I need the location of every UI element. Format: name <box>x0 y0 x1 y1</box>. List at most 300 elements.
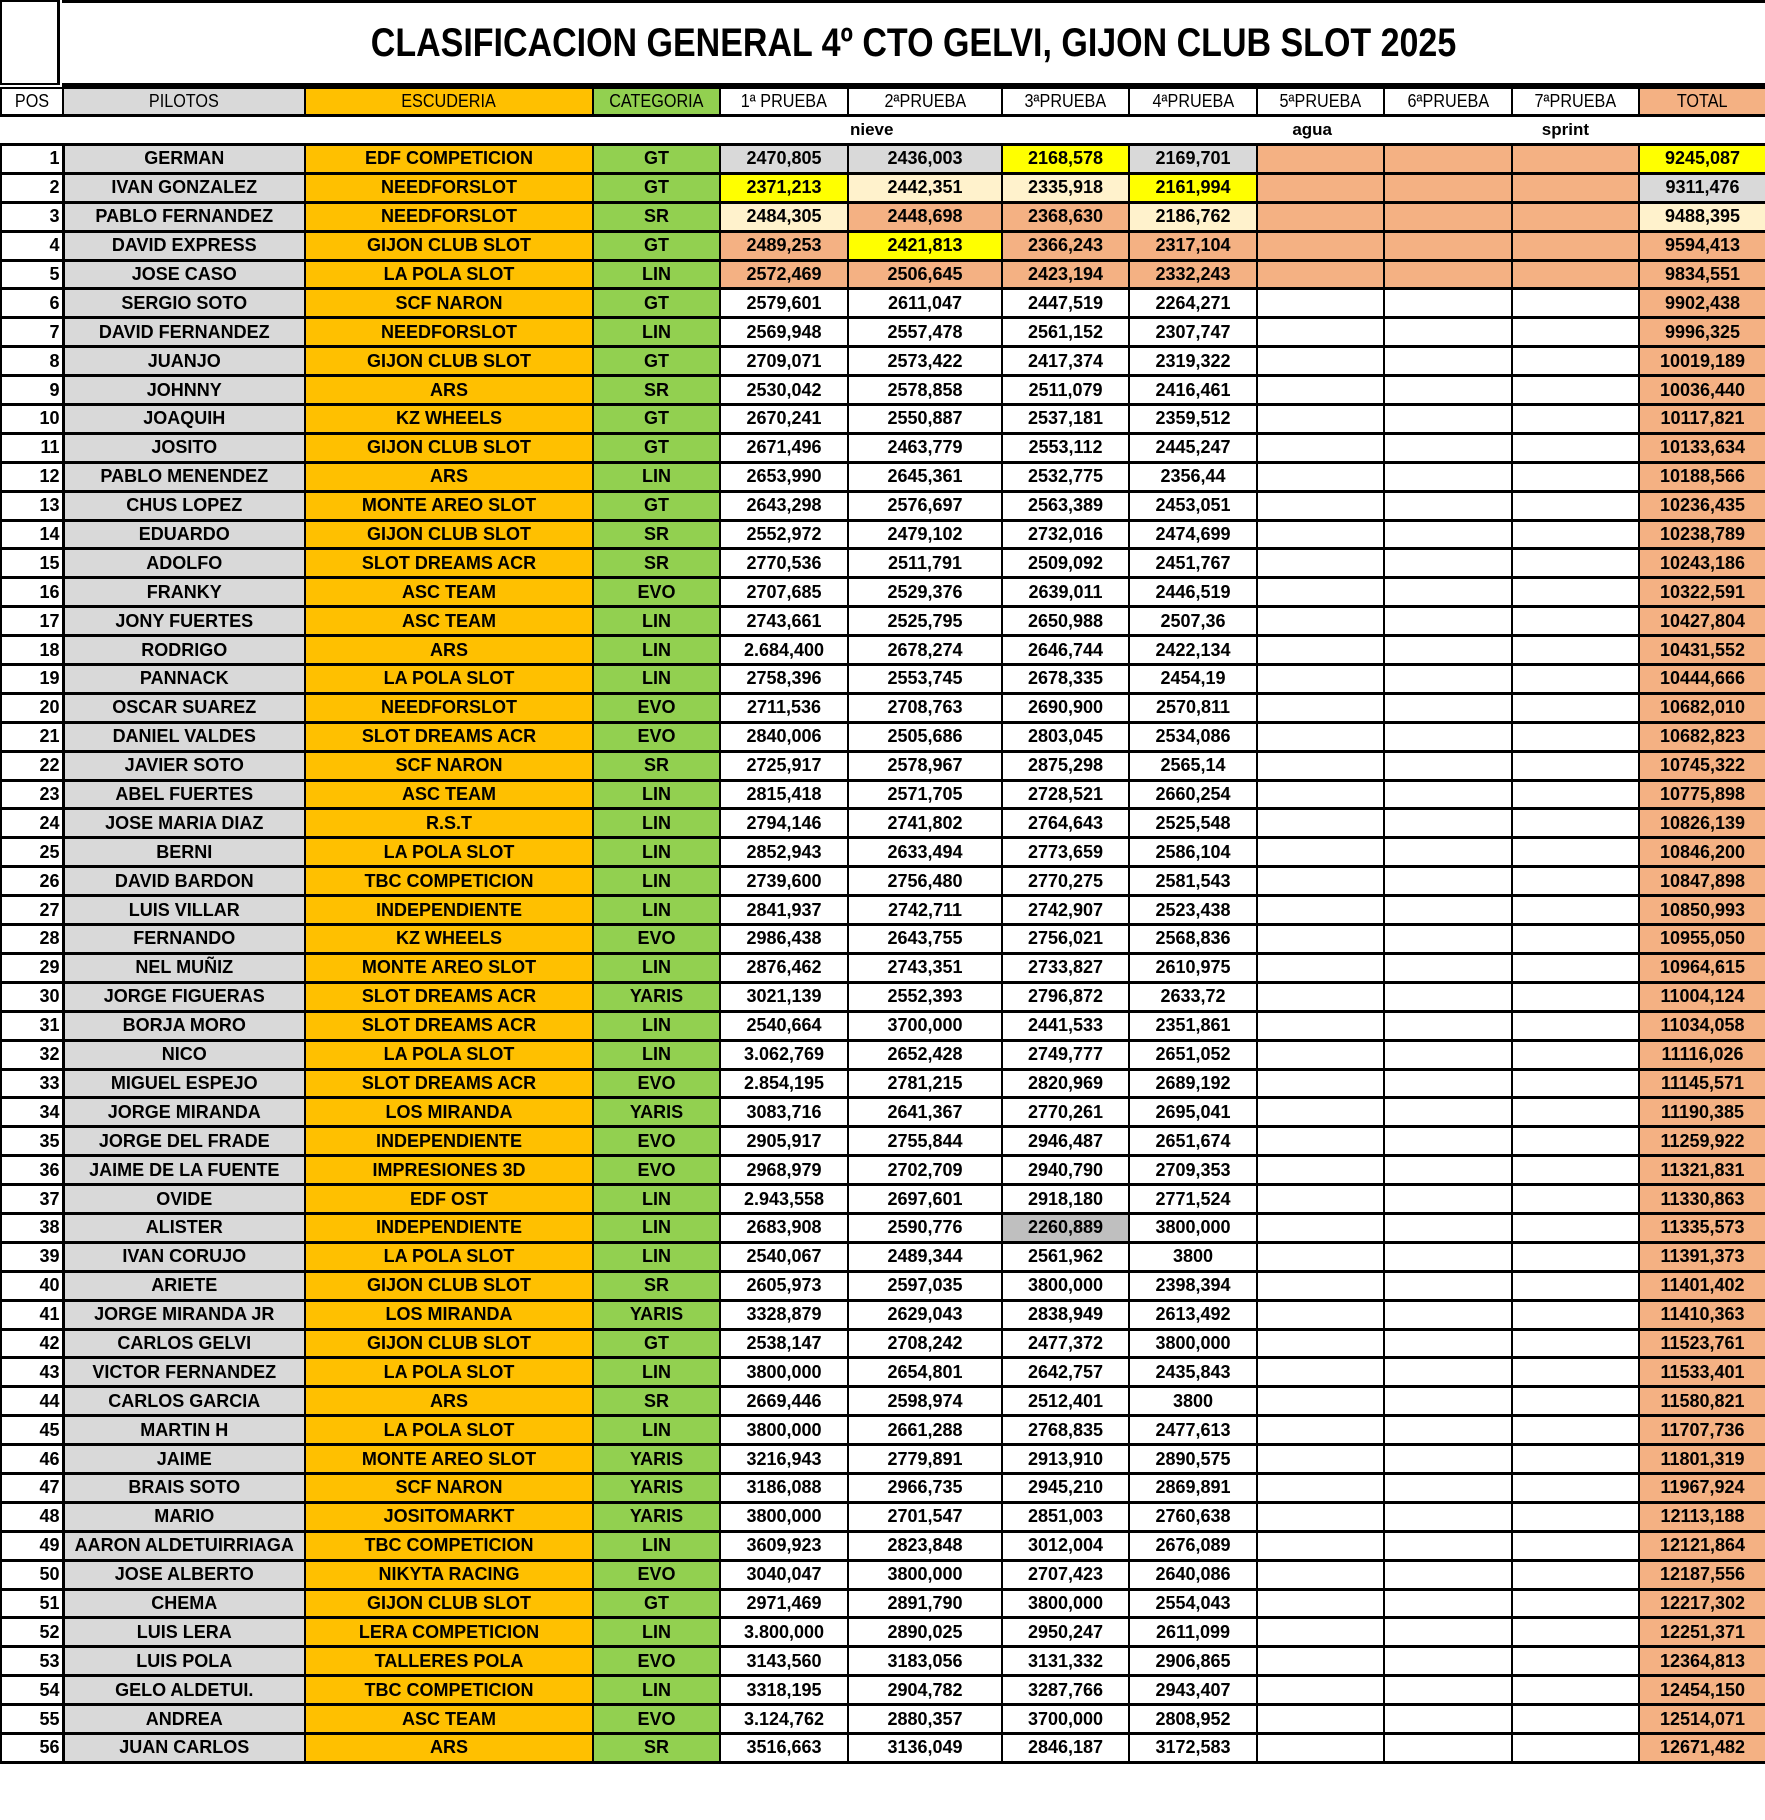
table-row <box>1 722 1765 751</box>
pos-cell: 11 <box>1 433 63 462</box>
prueba-4-cell: 2356,44 <box>1129 462 1257 491</box>
header-label: ESCUDERIA <box>401 91 497 111</box>
prueba-1-cell: 2.854,195 <box>720 1069 848 1098</box>
table-row <box>1 693 1765 722</box>
prueba-3-cell: 2764,643 <box>1002 809 1129 838</box>
prueba-7-cell <box>1512 1531 1639 1560</box>
prueba-1-cell: 2841,937 <box>720 896 848 925</box>
category-cell: LIN <box>593 1531 720 1560</box>
prueba-2-cell: 2479,102 <box>848 520 1002 549</box>
pilot-cell: EDUARDO <box>63 520 305 549</box>
team-cell: SLOT DREAMS ACR <box>305 722 593 751</box>
prueba-2-cell: 2643,755 <box>848 925 1002 954</box>
category-cell: LIN <box>593 318 720 347</box>
pilot-cell: JUANJO <box>63 347 305 376</box>
prueba-6-cell <box>1384 1098 1512 1127</box>
pos-cell: 47 <box>1 1473 63 1502</box>
prueba-4-cell: 2451,767 <box>1129 549 1257 578</box>
pos-cell: 28 <box>1 925 63 954</box>
prueba-7-cell <box>1512 145 1639 174</box>
total-cell: 12121,864 <box>1639 1531 1765 1560</box>
category-cell: LIN <box>593 462 720 491</box>
table-row <box>1 1531 1765 1560</box>
prueba-1-cell: 3609,923 <box>720 1531 848 1560</box>
prueba-2-cell: 2678,274 <box>848 636 1002 665</box>
prueba-1-cell: 2743,661 <box>720 607 848 636</box>
prueba-7-cell <box>1512 607 1639 636</box>
prueba-5-cell <box>1257 1416 1384 1445</box>
page-title-text: CLASIFICACION GENERAL 4º CTO GELVI, GIJON CLUB SLOT 2025 <box>370 20 1457 65</box>
category-cell: LIN <box>593 1618 720 1647</box>
prueba-1-cell: 3328,879 <box>720 1300 848 1329</box>
team-cell: SLOT DREAMS ACR <box>305 1069 593 1098</box>
prueba-1-cell: 3800,000 <box>720 1416 848 1445</box>
team-cell: ASC TEAM <box>305 1705 593 1734</box>
total-cell: 11259,922 <box>1639 1127 1765 1156</box>
team-cell: LA POLA SLOT <box>305 1416 593 1445</box>
prueba-7-cell <box>1512 289 1639 318</box>
pilot-cell: PANNACK <box>63 665 305 694</box>
pos-cell: 8 <box>1 347 63 376</box>
team-cell: NEEDFORSLOT <box>305 202 593 231</box>
prueba-3-cell: 2260,889 <box>1002 1213 1129 1242</box>
header-pilotos <box>63 88 305 116</box>
team-cell: TALLERES POLA <box>305 1647 593 1676</box>
pilot-cell: JOAQUIH <box>63 405 305 434</box>
prueba-2-cell: 2661,288 <box>848 1416 1002 1445</box>
prueba-5-cell <box>1257 722 1384 751</box>
prueba-4-cell: 2695,041 <box>1129 1098 1257 1127</box>
category-cell: GT <box>593 347 720 376</box>
prueba-4-cell: 2676,089 <box>1129 1531 1257 1560</box>
pos-cell: 3 <box>1 202 63 231</box>
table-row <box>1 462 1765 491</box>
pilot-cell: DAVID EXPRESS <box>63 231 305 260</box>
prueba-6-cell <box>1384 1473 1512 1502</box>
table-row <box>1 145 1765 174</box>
prueba-4-cell: 2416,461 <box>1129 376 1257 405</box>
prueba-3-cell: 2918,180 <box>1002 1185 1129 1214</box>
prueba-3-cell: 3012,004 <box>1002 1531 1129 1560</box>
total-cell: 11145,571 <box>1639 1069 1765 1098</box>
prueba-4-cell: 2319,322 <box>1129 347 1257 376</box>
pos-cell: 41 <box>1 1300 63 1329</box>
prueba-1-cell: 2711,536 <box>720 693 848 722</box>
pos-cell: 13 <box>1 491 63 520</box>
prueba-7-cell <box>1512 636 1639 665</box>
prueba-4-cell: 2651,674 <box>1129 1127 1257 1156</box>
prueba-1-cell: 2986,438 <box>720 925 848 954</box>
table-row <box>1 1011 1765 1040</box>
prueba-1-cell: 2538,147 <box>720 1329 848 1358</box>
prueba-7-cell <box>1512 462 1639 491</box>
category-cell: SR <box>593 1387 720 1416</box>
table-row <box>1 405 1765 434</box>
prueba-7-cell <box>1512 867 1639 896</box>
total-cell: 11967,924 <box>1639 1473 1765 1502</box>
pos-cell: 35 <box>1 1127 63 1156</box>
team-cell: KZ WHEELS <box>305 405 593 434</box>
team-cell: LOS MIRANDA <box>305 1300 593 1329</box>
total-cell: 11533,401 <box>1639 1358 1765 1387</box>
prueba-1-cell: 2669,446 <box>720 1387 848 1416</box>
table-row <box>1 1213 1765 1242</box>
category-cell: LIN <box>593 867 720 896</box>
table-row <box>1 1445 1765 1474</box>
prueba-6-cell <box>1384 1069 1512 1098</box>
table-row <box>1 318 1765 347</box>
prueba-6-cell <box>1384 1185 1512 1214</box>
pos-cell: 55 <box>1 1705 63 1734</box>
prueba-3-cell: 2642,757 <box>1002 1358 1129 1387</box>
team-cell: NEEDFORSLOT <box>305 173 593 202</box>
prueba-3-cell: 2796,872 <box>1002 982 1129 1011</box>
prueba-1-cell: 3800,000 <box>720 1358 848 1387</box>
prueba-7-cell <box>1512 1416 1639 1445</box>
total-cell: 11335,573 <box>1639 1213 1765 1242</box>
prueba-1-cell: 3.124,762 <box>720 1705 848 1734</box>
prueba-6-cell <box>1384 780 1512 809</box>
pilot-cell: MARTIN H <box>63 1416 305 1445</box>
prueba-2-cell: 2553,745 <box>848 665 1002 694</box>
table-row <box>1 780 1765 809</box>
prueba-5-cell <box>1257 1127 1384 1156</box>
prueba-6-cell <box>1384 1502 1512 1531</box>
subheader-nieve: nieve <box>848 116 1129 145</box>
prueba-1-cell: 2968,979 <box>720 1156 848 1185</box>
total-cell: 10243,186 <box>1639 549 1765 578</box>
pos-cell: 25 <box>1 838 63 867</box>
prueba-6-cell <box>1384 1242 1512 1271</box>
category-cell: EVO <box>593 925 720 954</box>
prueba-1-cell: 2470,805 <box>720 145 848 174</box>
prueba-1-cell: 2840,006 <box>720 722 848 751</box>
pos-cell: 52 <box>1 1618 63 1647</box>
prueba-2-cell: 2641,367 <box>848 1098 1002 1127</box>
pilot-cell: LUIS VILLAR <box>63 896 305 925</box>
prueba-3-cell: 2838,949 <box>1002 1300 1129 1329</box>
header-label: 6ªPRUEBA <box>1407 91 1489 111</box>
table-row <box>1 636 1765 665</box>
pilot-cell: NEL MUÑIZ <box>63 953 305 982</box>
team-cell: LA POLA SLOT <box>305 260 593 289</box>
prueba-3-cell: 2945,210 <box>1002 1473 1129 1502</box>
pilot-cell: CARLOS GARCIA <box>63 1387 305 1416</box>
category-cell: EVO <box>593 722 720 751</box>
pilot-cell: OVIDE <box>63 1185 305 1214</box>
prueba-3-cell: 2913,910 <box>1002 1445 1129 1474</box>
pilot-cell: JORGE MIRANDA JR <box>63 1300 305 1329</box>
prueba-3-cell: 2447,519 <box>1002 289 1129 318</box>
prueba-2-cell: 2742,711 <box>848 896 1002 925</box>
prueba-4-cell: 2474,699 <box>1129 520 1257 549</box>
prueba-5-cell <box>1257 1589 1384 1618</box>
prueba-6-cell <box>1384 231 1512 260</box>
category-cell: YARIS <box>593 1445 720 1474</box>
prueba-2-cell: 2611,047 <box>848 289 1002 318</box>
header-prueba-3 <box>1002 88 1129 116</box>
table-row <box>1 607 1765 636</box>
total-cell: 12187,556 <box>1639 1560 1765 1589</box>
pilot-cell: LUIS LERA <box>63 1618 305 1647</box>
prueba-3-cell: 2537,181 <box>1002 405 1129 434</box>
prueba-5-cell <box>1257 1213 1384 1242</box>
prueba-2-cell: 2442,351 <box>848 173 1002 202</box>
prueba-6-cell <box>1384 1733 1512 1762</box>
prueba-4-cell: 2760,638 <box>1129 1502 1257 1531</box>
prueba-5-cell <box>1257 780 1384 809</box>
prueba-1-cell: 2643,298 <box>720 491 848 520</box>
prueba-2-cell: 2571,705 <box>848 780 1002 809</box>
header-label: POS <box>14 91 50 111</box>
pos-cell: 40 <box>1 1271 63 1300</box>
prueba-4-cell: 3800,000 <box>1129 1213 1257 1242</box>
title-corner-cell <box>0 0 60 85</box>
prueba-4-cell: 2890,575 <box>1129 1445 1257 1474</box>
prueba-2-cell: 2597,035 <box>848 1271 1002 1300</box>
prueba-5-cell <box>1257 318 1384 347</box>
prueba-4-cell: 2453,051 <box>1129 491 1257 520</box>
prueba-1-cell: 3.800,000 <box>720 1618 848 1647</box>
team-cell: MONTE AREO SLOT <box>305 491 593 520</box>
pilot-cell: FERNANDO <box>63 925 305 954</box>
prueba-4-cell: 2169,701 <box>1129 145 1257 174</box>
prueba-4-cell: 2359,512 <box>1129 405 1257 434</box>
prueba-4-cell: 2446,519 <box>1129 578 1257 607</box>
prueba-7-cell <box>1512 751 1639 780</box>
table-row <box>1 1416 1765 1445</box>
total-cell: 10847,898 <box>1639 867 1765 896</box>
prueba-7-cell <box>1512 491 1639 520</box>
team-cell: LOS MIRANDA <box>305 1098 593 1127</box>
prueba-5-cell <box>1257 1185 1384 1214</box>
prueba-4-cell: 2264,271 <box>1129 289 1257 318</box>
table-row <box>1 1127 1765 1156</box>
pilot-cell: PABLO FERNANDEZ <box>63 202 305 231</box>
table-row <box>1 982 1765 1011</box>
prueba-7-cell <box>1512 1329 1639 1358</box>
prueba-6-cell <box>1384 838 1512 867</box>
prueba-7-cell <box>1512 202 1639 231</box>
prueba-7-cell <box>1512 1560 1639 1589</box>
team-cell: SLOT DREAMS ACR <box>305 1011 593 1040</box>
category-cell: EVO <box>593 1647 720 1676</box>
prueba-1-cell: 3021,139 <box>720 982 848 1011</box>
prueba-5-cell <box>1257 1560 1384 1589</box>
table-row <box>1 1560 1765 1589</box>
prueba-4-cell: 2317,104 <box>1129 231 1257 260</box>
prueba-3-cell: 2756,021 <box>1002 925 1129 954</box>
total-cell: 12217,302 <box>1639 1589 1765 1618</box>
prueba-3-cell: 2423,194 <box>1002 260 1129 289</box>
prueba-4-cell: 2351,861 <box>1129 1011 1257 1040</box>
prueba-7-cell <box>1512 578 1639 607</box>
pos-cell: 20 <box>1 693 63 722</box>
table-row <box>1 202 1765 231</box>
pilot-cell: JOSE ALBERTO <box>63 1560 305 1589</box>
team-cell: GIJON CLUB SLOT <box>305 520 593 549</box>
total-cell: 10682,823 <box>1639 722 1765 751</box>
category-cell: LIN <box>593 780 720 809</box>
table-row <box>1 1387 1765 1416</box>
total-cell: 9311,476 <box>1639 173 1765 202</box>
header-label: 1ª PRUEBA <box>740 91 828 111</box>
prueba-3-cell: 2820,969 <box>1002 1069 1129 1098</box>
pilot-cell: AARON ALDETUIRRIAGA <box>63 1531 305 1560</box>
total-cell: 10826,139 <box>1639 809 1765 838</box>
prueba-3-cell: 2561,152 <box>1002 318 1129 347</box>
category-cell: SR <box>593 202 720 231</box>
prueba-5-cell <box>1257 491 1384 520</box>
team-cell: GIJON CLUB SLOT <box>305 347 593 376</box>
pos-cell: 29 <box>1 953 63 982</box>
pos-cell: 17 <box>1 607 63 636</box>
prueba-2-cell: 2590,776 <box>848 1213 1002 1242</box>
pilot-cell: JOSE CASO <box>63 260 305 289</box>
prueba-4-cell: 2307,747 <box>1129 318 1257 347</box>
table-row <box>1 1156 1765 1185</box>
table-row <box>1 491 1765 520</box>
prueba-4-cell: 2507,36 <box>1129 607 1257 636</box>
prueba-2-cell: 2557,478 <box>848 318 1002 347</box>
prueba-6-cell <box>1384 1589 1512 1618</box>
prueba-5-cell <box>1257 405 1384 434</box>
prueba-1-cell: 2815,418 <box>720 780 848 809</box>
prueba-6-cell <box>1384 1329 1512 1358</box>
pos-cell: 6 <box>1 289 63 318</box>
category-cell: LIN <box>593 953 720 982</box>
prueba-1-cell: 2758,396 <box>720 665 848 694</box>
total-cell: 10846,200 <box>1639 838 1765 867</box>
prueba-7-cell <box>1512 405 1639 434</box>
prueba-4-cell: 2651,052 <box>1129 1040 1257 1069</box>
category-cell: LIN <box>593 665 720 694</box>
prueba-1-cell: 2579,601 <box>720 289 848 318</box>
pos-cell: 23 <box>1 780 63 809</box>
prueba-7-cell <box>1512 1242 1639 1271</box>
prueba-2-cell: 2573,422 <box>848 347 1002 376</box>
prueba-7-cell <box>1512 1647 1639 1676</box>
team-cell: GIJON CLUB SLOT <box>305 433 593 462</box>
prueba-2-cell: 2529,376 <box>848 578 1002 607</box>
prueba-5-cell <box>1257 376 1384 405</box>
team-cell: NIKYTA RACING <box>305 1560 593 1589</box>
team-cell: R.S.T <box>305 809 593 838</box>
team-cell: EDF OST <box>305 1185 593 1214</box>
category-cell: EVO <box>593 1560 720 1589</box>
prueba-7-cell <box>1512 1358 1639 1387</box>
pilot-cell: JOSITO <box>63 433 305 462</box>
total-cell: 11580,821 <box>1639 1387 1765 1416</box>
prueba-3-cell: 2511,079 <box>1002 376 1129 405</box>
prueba-6-cell <box>1384 896 1512 925</box>
pilot-cell: RODRIGO <box>63 636 305 665</box>
prueba-2-cell: 2755,844 <box>848 1127 1002 1156</box>
prueba-7-cell <box>1512 1705 1639 1734</box>
prueba-7-cell <box>1512 1069 1639 1098</box>
prueba-4-cell: 2398,394 <box>1129 1271 1257 1300</box>
pos-cell: 44 <box>1 1387 63 1416</box>
table-row <box>1 953 1765 982</box>
pilot-cell: DAVID BARDON <box>63 867 305 896</box>
pilot-cell: JORGE DEL FRADE <box>63 1127 305 1156</box>
prueba-2-cell: 2598,974 <box>848 1387 1002 1416</box>
prueba-1-cell: 2670,241 <box>720 405 848 434</box>
prueba-1-cell: 3216,943 <box>720 1445 848 1474</box>
team-cell: ARS <box>305 1733 593 1762</box>
prueba-1-cell: 2569,948 <box>720 318 848 347</box>
prueba-7-cell <box>1512 1676 1639 1705</box>
team-cell: LA POLA SLOT <box>305 1242 593 1271</box>
team-cell: TBC COMPETICION <box>305 1531 593 1560</box>
prueba-4-cell: 2554,043 <box>1129 1589 1257 1618</box>
prueba-4-cell: 2610,975 <box>1129 953 1257 982</box>
header-prueba-2 <box>848 88 1002 116</box>
prueba-5-cell <box>1257 809 1384 838</box>
prueba-1-cell: 2683,908 <box>720 1213 848 1242</box>
pos-cell: 22 <box>1 751 63 780</box>
prueba-4-cell: 3800 <box>1129 1387 1257 1416</box>
table-row <box>1 867 1765 896</box>
header-total <box>1639 88 1765 116</box>
prueba-7-cell <box>1512 347 1639 376</box>
pilot-cell: CHUS LOPEZ <box>63 491 305 520</box>
category-cell: LIN <box>593 1185 720 1214</box>
prueba-6-cell <box>1384 636 1512 665</box>
prueba-3-cell: 2690,900 <box>1002 693 1129 722</box>
prueba-4-cell: 2689,192 <box>1129 1069 1257 1098</box>
category-cell: GT <box>593 145 720 174</box>
table-row <box>1 231 1765 260</box>
prueba-2-cell: 3183,056 <box>848 1647 1002 1676</box>
prueba-5-cell <box>1257 1705 1384 1734</box>
total-cell: 10238,789 <box>1639 520 1765 549</box>
pilot-cell: DAVID FERNANDEZ <box>63 318 305 347</box>
prueba-5-cell <box>1257 347 1384 376</box>
prueba-7-cell <box>1512 1473 1639 1502</box>
category-cell: GT <box>593 1589 720 1618</box>
prueba-3-cell: 2646,744 <box>1002 636 1129 665</box>
table-row <box>1 1242 1765 1271</box>
prueba-5-cell <box>1257 693 1384 722</box>
pos-cell: 5 <box>1 260 63 289</box>
prueba-3-cell: 2509,092 <box>1002 549 1129 578</box>
prueba-5-cell <box>1257 1531 1384 1560</box>
prueba-3-cell: 2803,045 <box>1002 722 1129 751</box>
prueba-6-cell <box>1384 173 1512 202</box>
prueba-2-cell: 2654,801 <box>848 1358 1002 1387</box>
team-cell: GIJON CLUB SLOT <box>305 1271 593 1300</box>
category-cell: GT <box>593 231 720 260</box>
table-row <box>1 173 1765 202</box>
category-cell: SR <box>593 549 720 578</box>
header-prueba-5 <box>1257 88 1384 116</box>
category-cell: LIN <box>593 260 720 289</box>
pos-cell: 54 <box>1 1676 63 1705</box>
pilot-cell: PABLO MENENDEZ <box>63 462 305 491</box>
prueba-3-cell: 2168,578 <box>1002 145 1129 174</box>
team-cell: KZ WHEELS <box>305 925 593 954</box>
prueba-2-cell: 2505,686 <box>848 722 1002 751</box>
prueba-2-cell: 2652,428 <box>848 1040 1002 1069</box>
prueba-5-cell <box>1257 1069 1384 1098</box>
team-cell: EDF COMPETICION <box>305 145 593 174</box>
prueba-6-cell <box>1384 145 1512 174</box>
prueba-2-cell: 2448,698 <box>848 202 1002 231</box>
prueba-4-cell: 2869,891 <box>1129 1473 1257 1502</box>
total-cell: 11707,736 <box>1639 1416 1765 1445</box>
total-cell: 10444,666 <box>1639 665 1765 694</box>
